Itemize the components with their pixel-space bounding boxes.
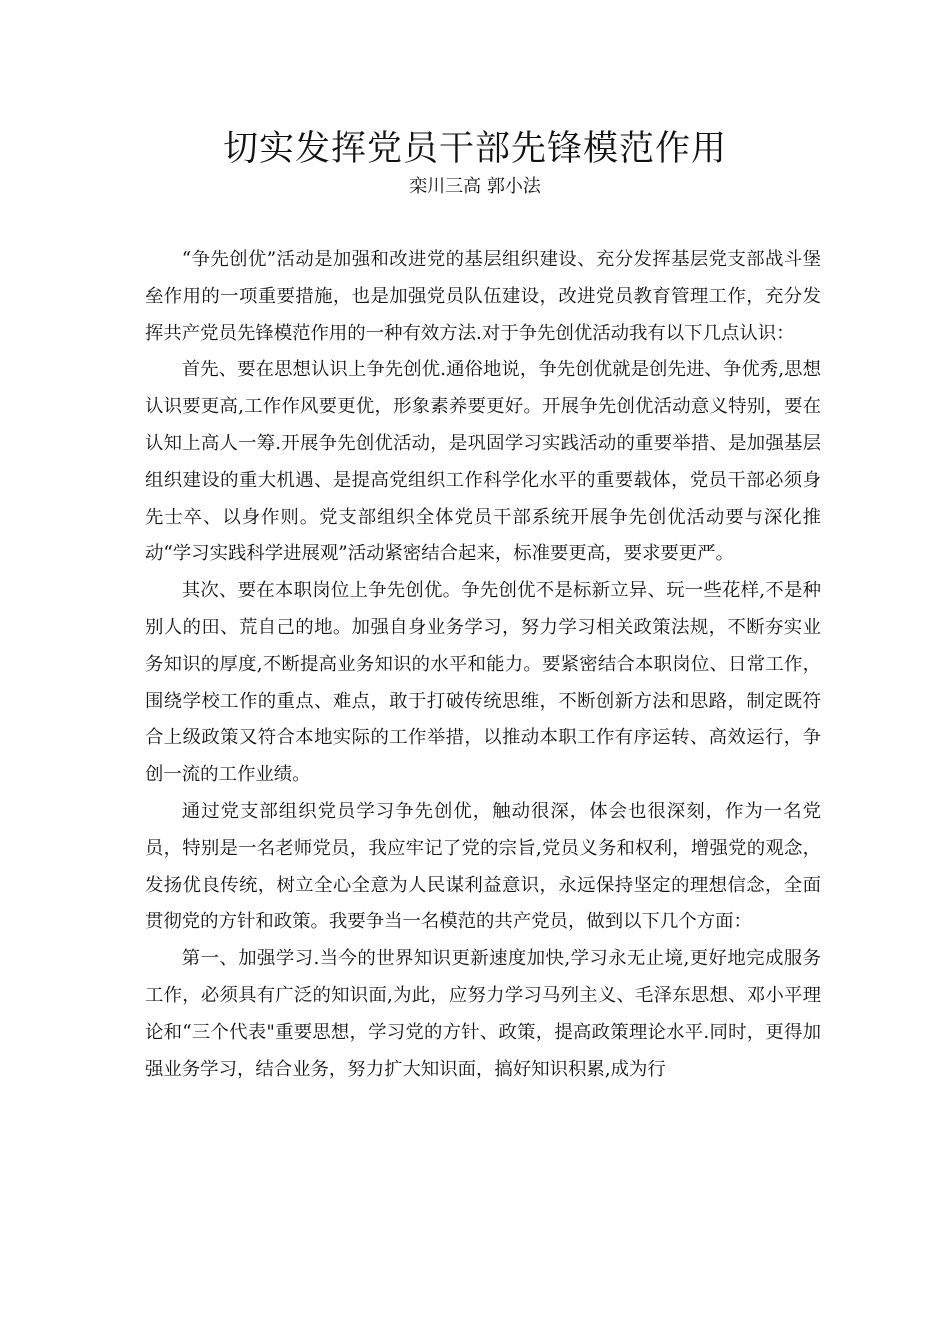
paragraph-intro: “争先创优”活动是加强和改进党的基层组织建设、充分发挥基层党支部战斗堡垒作用的一项重要措施，也是加强党员队伍建设，改进党员教育管理工作，充分发挥共产党员先锋模范作用的一种有效方法.对于争先创优活动我有以下几点认识： — [145, 249, 821, 344]
paragraph-second-point: 其次、要在本职岗位上争先创优。争先创优不是标新立异、玩一些花样,不是种别人的田、荒自己的地。加强自身业务学习，努力学习相关政策法规，不断夯实业务知识的厚度,不断提高业务知识的水平和能力。要紧密结合本职岗位、日常工作，围绕学校工作的重点、难点，敢于打破传统思维，不断创新方法和思路，制定既符合上级政策又符合本地实际的工作举措，以推动本职工作有序运转、高效运行，争创一流的工作业绩。 — [145, 580, 821, 786]
document-author: 栾川三高 郭小法 — [409, 176, 541, 197]
paragraph-strengthen-study: 第一、加强学习.当今的世界知识更新速度加快,学习永无止境,更好地完成服务工作，必须具有广泛的知识面,为此，应努力学习马列主义、毛泽东思想、邓小平理论和“三个代表"重要思想，学习党的方针、政策，提高政策理论水平.同时，更得加强业务学习，结合业务，努力扩大知识面，搞好知识积累,成为行 — [145, 948, 821, 1080]
document-title: 切实发挥党员干部先锋模范作用 — [222, 129, 727, 169]
document-body — [145, 242, 821, 1088]
paragraph-first-point: 首先、要在思想认识上争先创优.通俗地说，争先创优就是创先进、争优秀,思想认识要更高,工作作风要更优，形象素养要更好。开展争先创优活动意义特别，要在认知上高人一筹.开展争先创优活动，是巩固学习实践活动的重要举措、是加强基层组织建设的重大机遇、是提高党组织工作科学化水平的重要载体，党员干部必须身先士卒、以身作则。党支部组织全体党员干部系统开展争先创优活动要与深化推动“学习实践科学进展观”活动紧密结合起来，标准要更高，要求要更严。 — [145, 359, 821, 565]
paragraph-reflection: 通过党支部组织党员学习争先创优，触动很深，体会也很深刻，作为一名党员，特别是一名老师党员，我应牢记了党的宗旨,党员义务和权利，增强党的观念，发扬优良传统，树立全心全意为人民谋利益意识，永远保持坚定的理想信念，全面贯彻党的方针和政策。我要争当一名模范的共产党员，做到以下几个方面： — [145, 800, 821, 933]
